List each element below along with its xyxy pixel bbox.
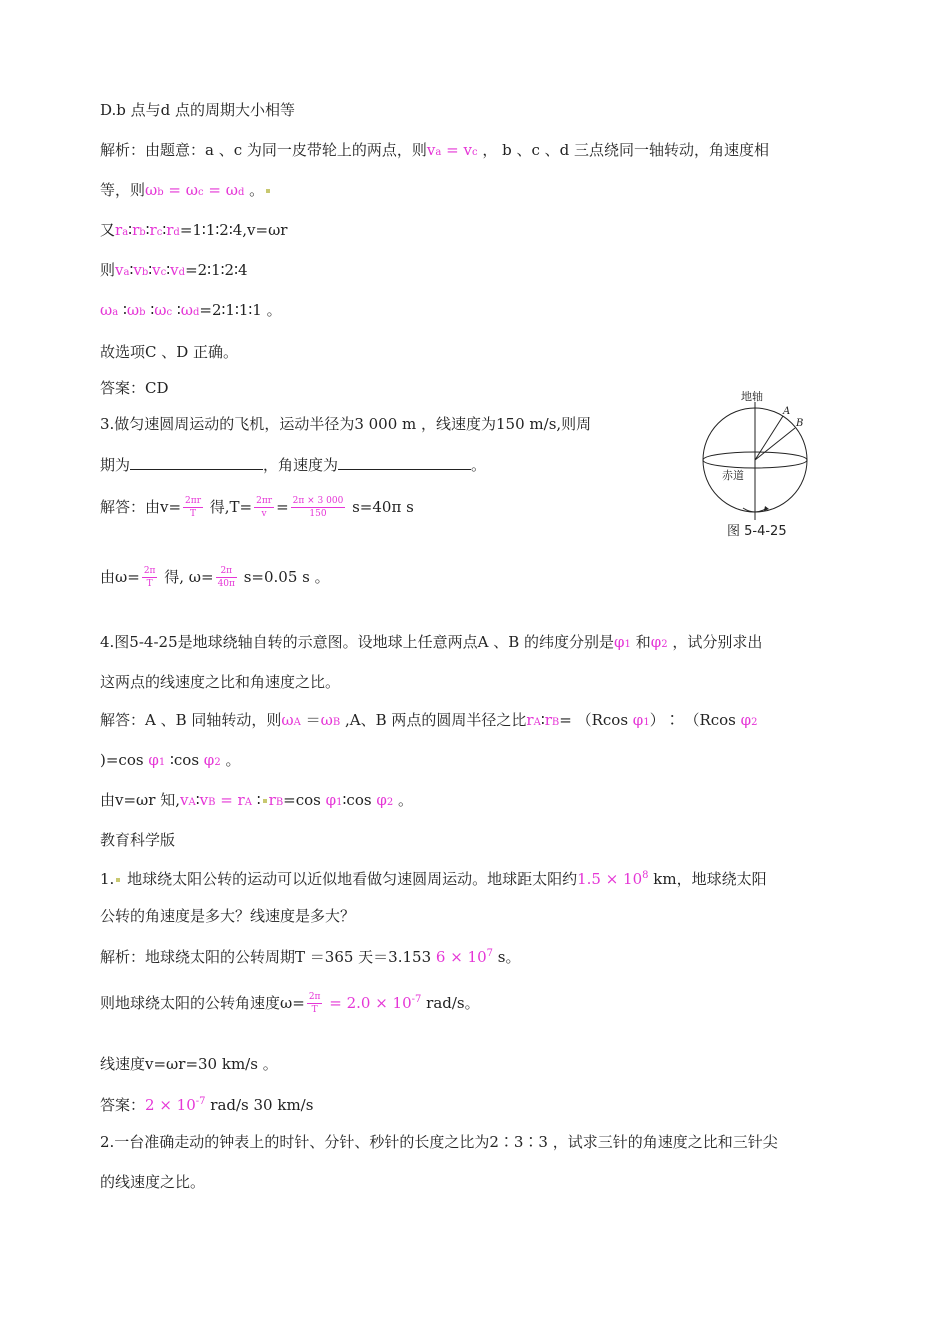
omega-blank[interactable] bbox=[338, 455, 471, 470]
omega-ratio: ωa ∶ωb ∶ωc ∶ωd=2∶1∶1∶1 。 bbox=[100, 301, 282, 319]
period-blank[interactable] bbox=[130, 455, 263, 470]
equator-label: 赤道 bbox=[722, 469, 744, 482]
question-3: 3.做匀速圆周运动的飞机，运动半径为3 000 m ，线速度为150 m/s,则周 bbox=[100, 415, 592, 433]
question-3-blanks: 期为 ，角速度为 。 bbox=[100, 456, 487, 474]
question-1: 1. 地球绕太阳公转的运动可以近似地看做匀速圆周运动。地球距太阳约$1.5 \times 10^8$ km，地球绕太阳 bbox=[100, 870, 767, 888]
answer-4-line-3: 由v=ωr 知,vA∶vB = rA ∶ rB=cos φ1∶cos φ2 。 bbox=[100, 791, 414, 809]
answer-1: 答案：$2 \times 10^{-7}$ rad/s 30 km/s bbox=[100, 1096, 314, 1114]
question-4-cont: 这两点的线速度之比和角速度之比。 bbox=[100, 673, 341, 691]
question-4: 4.图5-4-25是地球绕轴自转的示意图。设地球上任意两点A 、B 的纬度分别是φ1 和φ2 ，试分别求出 bbox=[100, 633, 763, 651]
answer-4-line-2: )=cos φ1 ∶cos φ2 。 bbox=[100, 751, 241, 769]
option-d: D.b 点与d 点的周期大小相等 bbox=[100, 101, 296, 119]
analysis-line-2: 等，则ωb = ωc = ωd 。 bbox=[100, 180, 272, 203]
choice-line: 故选项C 、D 正确。 bbox=[100, 343, 239, 361]
dot-mark bbox=[116, 878, 120, 882]
solution-1-line-1: 解析：地球绕太阳的公转周期T ＝365 天＝3.153 $6 \times 10^7$ s。 bbox=[100, 948, 521, 966]
fraction: $\frac{2\pi}{40\pi}$ bbox=[217, 566, 235, 589]
radius-ratio: 又ra∶rb∶rc∶rd=1∶1∶2∶4,v=ωr bbox=[100, 221, 288, 239]
fraction: $\frac{2\pi}{T}$ bbox=[143, 566, 156, 589]
answer-3-line-2: 由ω= $\frac{2\pi}{T}$ 得, ω= $\frac{2\pi}{40\pi}$ s=0.05 s 。 bbox=[100, 566, 330, 589]
answer-4-line-1: 解答：A 、B 同轴转动，则ωA ＝ωB ,A、B 两点的圆周半径之比rA∶rB= （Rcos φ1）∶ （Rcos φ2 bbox=[100, 711, 758, 729]
section-heading: 教育科学版 bbox=[100, 831, 176, 849]
question-2-cont: 的线速度之比。 bbox=[100, 1173, 206, 1191]
solution-1-line-3: 线速度v=ωr=30 km/s 。 bbox=[100, 1055, 278, 1073]
fraction: $\frac{2\pi r}{T}$ bbox=[185, 496, 201, 519]
axis-label: 地轴 bbox=[741, 390, 763, 403]
answer-3-line-1: 解答：由v= $\frac{2\pi r}{T}$ 得,T= $\frac{2\pi r}{v}$ = $\frac{2\pi \times 3 000}{150}$ s=40π s bbox=[100, 496, 414, 519]
answer-cd: 答案：CD bbox=[100, 379, 169, 397]
question-2: 2.一台准确走动的钟表上的时针、分针、秒针的长度之比为2∶3∶3 ，试求三针的角速度之比和三针尖 bbox=[100, 1133, 778, 1151]
point-a-label: A bbox=[783, 406, 791, 417]
earth-rotation-figure bbox=[695, 390, 825, 550]
question-1-cont: 公转的角速度是多大？线速度是多大？ bbox=[100, 907, 356, 925]
fraction: $\frac{2\pi \times 3 000}{150}$ bbox=[292, 496, 344, 519]
analysis-line-1: 解析：由题意：a 、c 为同一皮带轮上的两点，则va = vc ， b 、c 、d 三点绕同一轴转动，角速度相 bbox=[100, 141, 769, 159]
dot-mark bbox=[263, 799, 267, 803]
dot-mark bbox=[266, 189, 270, 193]
point-b-label: B bbox=[796, 418, 804, 429]
fraction: $\frac{2\pi}{T}$ bbox=[308, 992, 321, 1015]
fraction: $\frac{2\pi r}{v}$ bbox=[256, 496, 273, 519]
earth-diagram bbox=[695, 390, 825, 550]
velocity-ratio: 则va∶vb∶vc∶vd=2∶1∶2∶4 bbox=[100, 261, 248, 279]
solution-1-line-2: 则地球绕太阳的公转角速度ω= $\frac{2\pi}{T}$ = $2.0 \times 10^{-7}$ rad/s。 bbox=[100, 992, 480, 1015]
figure-caption: 图 5-4-25 bbox=[727, 524, 787, 539]
